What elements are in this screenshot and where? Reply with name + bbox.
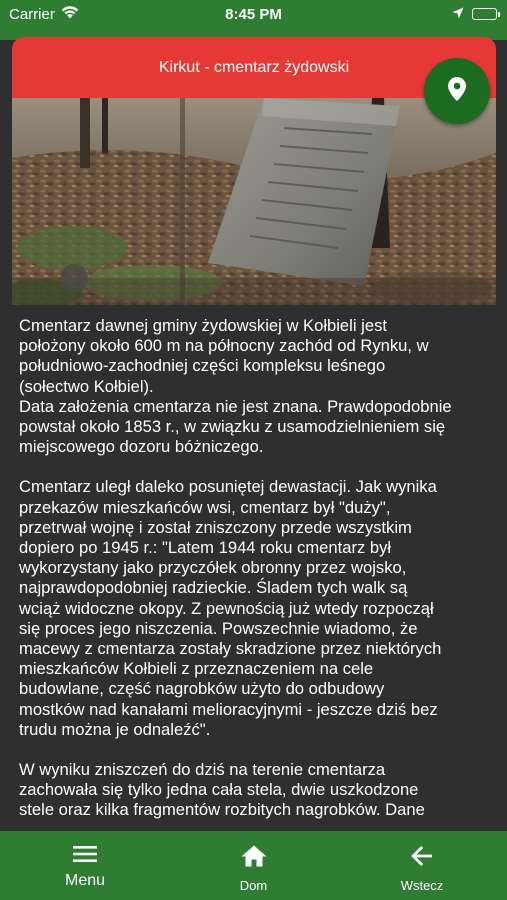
arrow-left-icon <box>411 845 433 872</box>
text-line: mieszkańców Kołbieli z przeznaczeniem na cele <box>19 659 374 679</box>
paragraph <box>19 477 490 740</box>
text-line: położony około 600 m na północny zachód od Rynku, w <box>19 336 429 356</box>
text-line: południowo-zachodniej części kompleksu leśnego <box>19 356 386 376</box>
nav-menu-button[interactable] <box>0 831 170 890</box>
text-line: Cmentarz dawnej gminy żydowskiej w Kołbieli jest <box>19 316 387 335</box>
clock: 8:45 PM <box>225 5 282 23</box>
place-photo <box>12 98 496 305</box>
text-line: macewy z cmentarza zostały skradzione przez niektórych <box>19 639 442 659</box>
location-arrow-icon <box>452 6 464 23</box>
place-title: Kirkut - cmentarz żydowski <box>158 58 350 76</box>
nav-home-button[interactable] <box>170 831 337 893</box>
status-bar <box>0 0 507 28</box>
paragraph <box>19 316 490 457</box>
text-line: przetrwał wojnę i został zniszczony przede wszystkim <box>19 517 412 537</box>
text-line: powstał około 1853 r., w związku z usamodzielnieniem się <box>19 417 446 437</box>
paragraph <box>19 760 490 821</box>
wifi-icon <box>61 6 79 23</box>
text-line: budowlane, część nagrobków użyto do odbudowy <box>19 679 385 699</box>
show-on-map-button[interactable] <box>424 58 490 124</box>
text-line: (sołectwo Kołbiel). <box>19 376 154 396</box>
text-line: przekazów mieszkańców wsi, cmentarz był "duży", <box>19 497 391 517</box>
text-line: Cmentarz uległ daleko posuniętej dewastacji. Jak wynika <box>19 477 437 497</box>
bottom-navigation <box>0 831 507 900</box>
map-pin-icon <box>448 77 466 106</box>
text-line: W wyniku zniszczeń do dziś na terenie cmentarza <box>19 760 386 780</box>
text-line: wykorzystany jako przyczółek obronny przez wojsko, <box>19 558 407 578</box>
text-line: miejscowego dozoru bóżniczego. <box>19 437 264 457</box>
hamburger-menu-icon <box>72 845 98 868</box>
text-line: się proces jego niszczenia. Powszechnie wiadomo, że <box>19 618 418 638</box>
battery-icon <box>472 8 497 20</box>
nav-back-label: Wstecz <box>400 878 444 893</box>
text-line: Data założenia cmentarza nie jest znana. Prawdopodobnie <box>19 396 452 416</box>
nav-home-label: Dom <box>239 878 268 893</box>
text-line: wciąż widoczne okopy. Z pewnością już wtedy rozpoczął <box>19 598 434 618</box>
text-line: najprawdopodobniej radzieckie. Śladem tych walk są <box>19 578 408 598</box>
place-card <box>12 37 496 305</box>
home-icon <box>241 845 267 872</box>
text-line: dopiero po 1945 r.: "Latem 1944 roku cmentarz był <box>19 538 392 558</box>
text-line: stele oraz kilka fragmentów rozbitych nagrobków. Dane <box>19 800 425 820</box>
text-line: mostków nad kanałami melioracyjnymi - jeszcze dziś bez <box>19 699 438 719</box>
text-line: zachowała się tylko jedna cała stela, dwie uszkodzone <box>19 780 419 800</box>
nav-menu-label: Menu <box>64 872 106 889</box>
article-text <box>19 316 490 832</box>
nav-back-button[interactable] <box>337 831 507 893</box>
carrier-label: Carrier <box>9 5 55 23</box>
text-line: trudu można je odnaleźć". <box>19 719 211 739</box>
